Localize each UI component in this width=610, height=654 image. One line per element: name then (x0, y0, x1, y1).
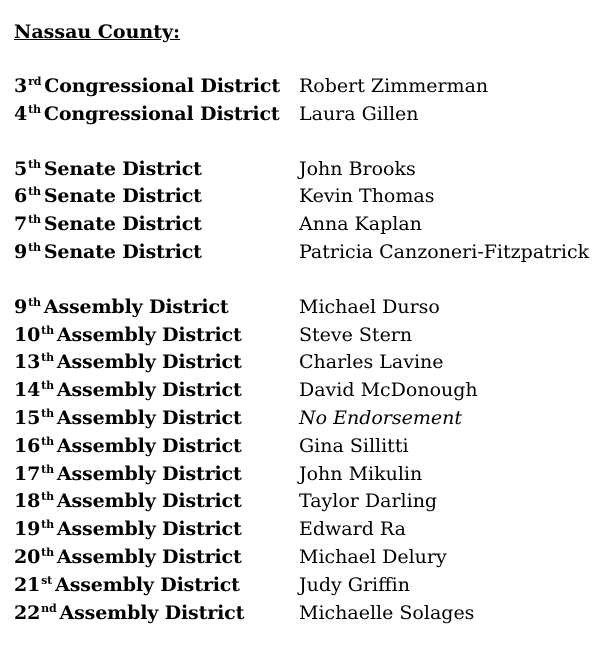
district-label (14, 73, 280, 101)
district-type: Congressional District (44, 75, 280, 97)
district-number: 7 (14, 213, 28, 236)
assembly-row (14, 294, 610, 322)
district-number: 18 (14, 490, 41, 513)
assembly-row (14, 461, 610, 489)
candidate-name: David McDonough (299, 379, 478, 402)
district-label (14, 405, 242, 433)
district-label (14, 211, 202, 239)
senate-row (14, 211, 610, 239)
district-type: Senate District (43, 157, 202, 180)
district-number: 13 (14, 351, 41, 374)
congressional-row (14, 101, 610, 129)
assembly-row (14, 405, 610, 433)
district-number: 14 (14, 379, 41, 402)
senate-row (14, 239, 610, 267)
district-label (14, 239, 202, 267)
ordinal-suffix: th (41, 323, 54, 337)
district-number: 5 (14, 157, 28, 180)
ordinal-suffix: rd (28, 75, 42, 88)
candidate-name: Taylor Darling (299, 490, 438, 513)
district-type: Assembly District (56, 462, 242, 485)
district-number: 3 (14, 75, 28, 97)
district-type: Assembly District (59, 601, 245, 624)
district-type: Assembly District (56, 379, 242, 402)
district-label (14, 516, 242, 544)
assembly-row (14, 572, 610, 600)
district-label (14, 600, 244, 628)
district-label (14, 101, 280, 129)
district-label (14, 156, 202, 184)
district-number: 20 (14, 545, 41, 568)
no-endorsement-note: No Endorsement (299, 406, 463, 429)
ordinal-suffix: th (41, 379, 54, 393)
district-type: Assembly District (56, 351, 242, 374)
candidate-name: Anna Kaplan (299, 213, 422, 236)
district-type: Assembly District (56, 406, 242, 429)
district-type: Assembly District (55, 573, 240, 596)
ordinal-suffix: th (28, 102, 41, 116)
district-label (14, 377, 242, 405)
candidate-name: John Mikulin (299, 462, 423, 485)
district-label (14, 433, 242, 461)
candidate-name: Judy Griffin (299, 573, 410, 596)
district-number: 15 (14, 406, 41, 429)
district-number: 17 (14, 462, 41, 485)
senate-group (14, 156, 610, 267)
ordinal-suffix: th (28, 240, 41, 254)
district-type: Congressional District (43, 102, 280, 125)
ordinal-suffix: nd (41, 601, 57, 615)
ordinal-suffix: st (41, 573, 53, 587)
district-number: 4 (14, 102, 28, 125)
district-type: Assembly District (43, 295, 229, 318)
district-type: Assembly District (56, 545, 242, 568)
assembly-row (14, 322, 610, 350)
district-label (14, 488, 242, 516)
district-type: Assembly District (56, 323, 242, 346)
candidate-name: John Brooks (299, 157, 416, 180)
county-heading: Nassau County: (14, 21, 181, 43)
ordinal-suffix: th (28, 185, 41, 199)
district-number: 9 (14, 240, 28, 263)
senate-row (14, 156, 610, 184)
candidate-name: Michael Durso (299, 295, 440, 318)
candidate-name: Laura Gillen (299, 102, 419, 125)
assembly-row (14, 433, 610, 461)
district-number: 9 (14, 295, 28, 318)
ordinal-suffix: th (41, 434, 54, 448)
district-label (14, 183, 202, 211)
district-label (14, 461, 242, 489)
ordinal-suffix: th (41, 490, 54, 504)
candidate-name: Kevin Thomas (299, 185, 435, 208)
ordinal-suffix: th (41, 545, 54, 559)
ordinal-suffix: th (28, 295, 41, 309)
district-type: Senate District (43, 213, 202, 236)
candidate-name: Gina Sillitti (299, 434, 409, 457)
ordinal-suffix: th (28, 157, 41, 171)
district-number: 21 (14, 573, 41, 596)
document (14, 18, 610, 654)
ordinal-suffix: th (41, 351, 54, 365)
district-number: 16 (14, 434, 41, 457)
district-type: Senate District (43, 185, 202, 208)
candidate-name: Charles Lavine (299, 351, 444, 374)
assembly-row (14, 488, 610, 516)
assembly-row (14, 349, 610, 377)
district-label (14, 294, 229, 322)
congressional-row (14, 73, 610, 101)
district-type: Assembly District (56, 490, 242, 513)
district-number: 22 (14, 601, 41, 624)
ordinal-suffix: th (41, 462, 54, 476)
ordinal-suffix: th (41, 406, 54, 420)
district-number: 19 (14, 518, 41, 541)
candidate-name: Michaelle Solages (299, 601, 475, 624)
district-number: 10 (14, 323, 41, 346)
candidate-name: Edward Ra (299, 518, 406, 541)
candidate-name: Steve Stern (299, 323, 413, 346)
assembly-group (14, 294, 610, 628)
district-label (14, 544, 242, 572)
candidate-name: Robert Zimmerman (299, 75, 489, 97)
district-label (14, 349, 242, 377)
ordinal-suffix: th (28, 213, 41, 227)
district-number: 6 (14, 185, 28, 208)
assembly-row (14, 516, 610, 544)
district-type: Assembly District (56, 434, 242, 457)
district-label (14, 572, 240, 600)
ordinal-suffix: th (41, 518, 54, 532)
senate-row (14, 183, 610, 211)
candidate-name: Patricia Canzoneri-Fitzpatrick (299, 240, 590, 263)
district-type: Assembly District (56, 518, 242, 541)
district-type: Senate District (43, 240, 202, 263)
candidate-name: Michael Delury (299, 545, 447, 568)
congressional-group (14, 73, 610, 129)
assembly-row (14, 377, 610, 405)
district-label (14, 322, 242, 350)
assembly-row (14, 600, 610, 628)
assembly-row (14, 544, 610, 572)
